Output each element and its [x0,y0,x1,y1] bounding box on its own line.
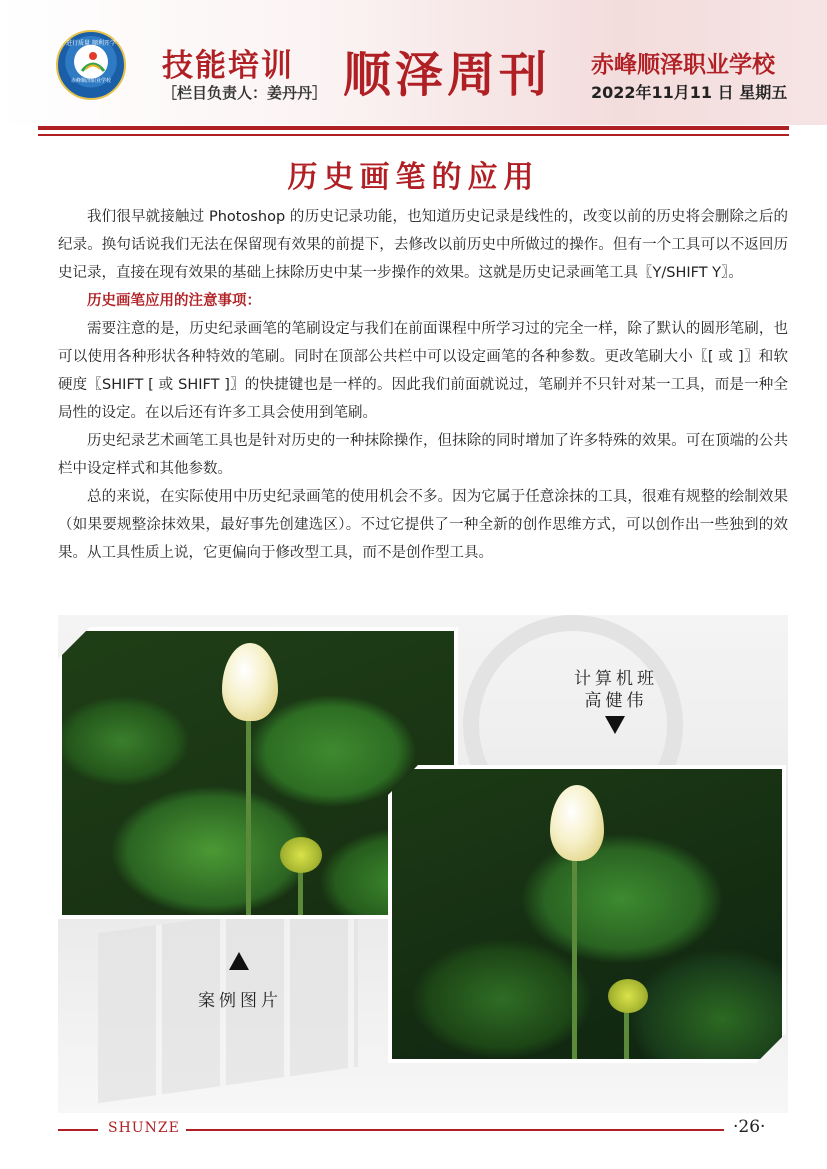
page-number: ·26· [733,1117,766,1137]
edited-lotus-photo [388,765,786,1063]
footer-brand: SHUNZE [108,1120,180,1136]
lotus-bud [550,785,604,861]
logo-ring-text: 进行质量 顺利开学 [66,40,116,47]
footer-rule-right [186,1129,724,1131]
seedpod-stem [624,1009,629,1063]
lotus-stem [572,859,577,1063]
logo-figure-icon [80,51,106,73]
author-class: 计算机班 [574,669,658,689]
header-rule-thick [38,126,789,130]
column-title: 技能培训 [162,48,294,84]
paper-title: 顺泽周刊 [343,47,552,103]
author-name: 高健伟 [584,691,648,711]
lotus-bud [222,643,278,721]
article-body [58,203,788,567]
article-paragraph: 历史纪录艺术画笔工具也是针对历史的一种抹除操作，但抹除的同时增加了许多特殊的效果。可在顶端的公共栏中设定样式和其他参数。 [58,433,788,477]
column-owner: ［栏目负责人：姜丹丹］ [162,84,328,102]
lotus-stem [246,711,251,919]
article-paragraph: 我们很早就接触过 Photoshop 的历史记录功能，也知道历史记录是线性的，改变以前的历史将会删除之后的纪录。换句话说我们无法在保留现有效果的前提下，去修改以前历史中所做过的操作。但有一个工具可以不返回历史记录，直接在现有效果的基础上抹除历史中某一步操作的效果。这就是历史记录画笔工具〖Y/SHIFT Y〗。 [58,209,788,281]
article-paragraph: 总的来说，在实际使用中历史纪录画笔的使用机会不多。因为它属于任意涂抹的工具，很难有规整的绘制效果（如果要规整涂抹效果，最好事先创建选区）。不过它提供了一种全新的创作思维方式，可以创作出一些独到的效果。从工具性质上说，它更偏向于修改型工具，而不是创作型工具。 [58,489,788,561]
issue-date: 2022年11月11 日 星期五 [591,83,788,102]
case-caption: 案例图片 [198,991,282,1011]
arrow-up-icon [229,952,249,970]
school-logo [56,30,126,100]
article-paragraph: 需要注意的是，历史纪录画笔的笔刷设定与我们在前面课程中所学习过的完全一样，除了默认的圆形笔刷，也可以使用各种形状各种特效的笔刷。同时在顶部公共栏中可以设定画笔的各种参数。更改笔刷大小〖[ 或 ]〗和软硬度〖SHIFT [ 或 SHIFT ]〗的快捷键也是一样的。因此我们前面就说过，笔刷并不只针对某一工具，而是一种全局性的设定。在以后还有许多工具会使用到笔刷。 [58,321,788,421]
footer-rule-left [58,1129,98,1131]
lotus-seedpod [280,837,322,873]
logo-bottom-text: 赤峰顺泽职业学校 [70,78,111,84]
arrow-down-icon [605,716,625,734]
school-name: 赤峰顺泽职业学校 [591,52,775,78]
article-subheading: 历史画笔应用的注意事项： [87,293,261,309]
lotus-seedpod [608,979,648,1013]
header-rule-thin [38,134,789,136]
article-title: 历史画笔的应用 [287,160,540,195]
